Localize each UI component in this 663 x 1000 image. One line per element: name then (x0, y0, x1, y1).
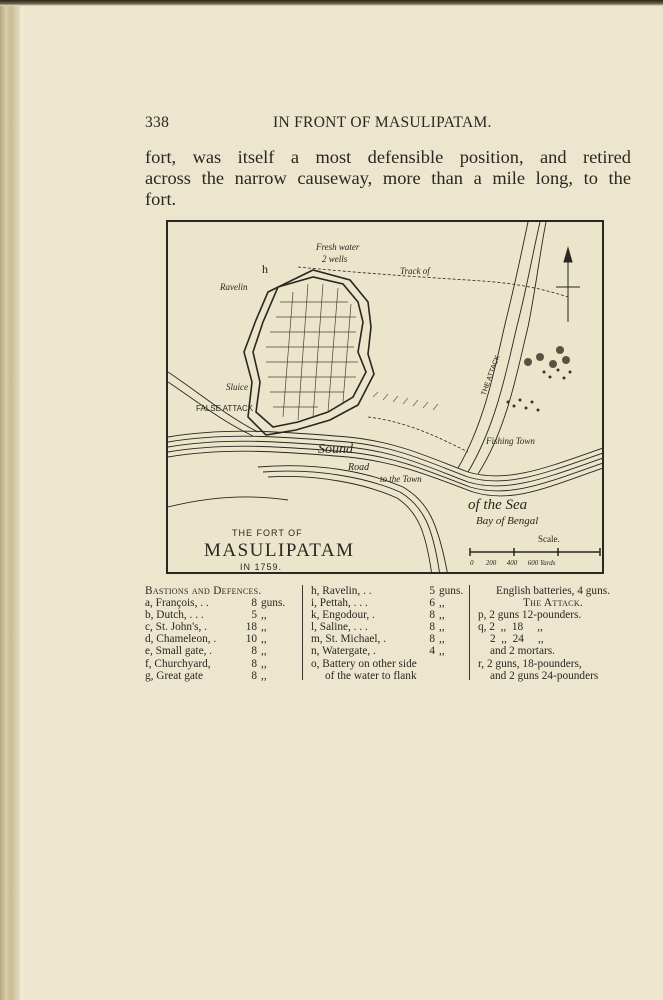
map-label-sluice: Sluice (226, 382, 248, 392)
map-title-year: IN 1759. (240, 562, 283, 572)
map-drawing (168, 222, 604, 574)
legend-row-unit: ,, (439, 645, 445, 658)
legend-line-r: r, 2 guns, 18-pounders, (478, 657, 582, 670)
map-scale-label: Scale. (538, 534, 560, 544)
legend-divider (469, 585, 470, 680)
legend-row-unit: ,, (261, 633, 267, 646)
legend-row-value: 8 (251, 597, 257, 610)
book-spine-edge (0, 0, 20, 1000)
legend-row-unit: ,, (261, 657, 267, 670)
legend-row (145, 645, 293, 657)
body-line: fort. (145, 189, 177, 209)
legend-line-r2: and 2 guns 24-pounders (490, 669, 599, 682)
legend-row-unit: guns. (439, 585, 464, 597)
map-label-wells: 2 wells (322, 254, 348, 264)
legend-row-unit: ,, (439, 633, 445, 646)
legend-line-p: p, 2 guns 12-pounders. (478, 609, 582, 622)
map-title: MASULIPATAM (204, 540, 355, 561)
map-label-fresh-water: Fresh water (316, 242, 360, 252)
legend-row-value: 8 (429, 633, 435, 646)
page-number: 338 (145, 114, 170, 131)
legend-row-value: 6 (429, 597, 435, 610)
body-line: fort, was itself a most defensible position, and retired (145, 147, 631, 167)
legend-row-value: 4 (429, 645, 435, 658)
legend-attack-heading: The Attack. (522, 597, 584, 610)
legend-row-unit: ,, (439, 621, 445, 634)
map-scale-ticks: 0 200 400 600 Yards (470, 559, 556, 567)
map-label-sound: Sound (318, 442, 353, 457)
legend-row (311, 609, 461, 621)
legend-row-unit: ,, (261, 669, 267, 682)
legend-row (145, 621, 293, 633)
legend-row-name: m, St. Michael, . (311, 633, 386, 646)
legend-row (145, 670, 293, 682)
legend-row-name: e, Small gate, . (145, 645, 213, 658)
legend-row (311, 645, 461, 657)
legend-row-unit: ,, (439, 609, 445, 622)
legend-row (311, 633, 461, 645)
map-label-fishing-town: Fishing Town (486, 436, 535, 446)
body-line: across the narrow causeway, more than a mile long, to the (145, 168, 631, 188)
legend-english-batteries: English batteries, 4 guns. (496, 585, 610, 597)
running-head: IN FRONT OF MASULIPATAM. (273, 114, 492, 131)
legend-row-name: g, Great gate (145, 669, 204, 682)
legend-row (145, 597, 293, 609)
legend-row-name: a, François, . . (145, 597, 209, 610)
map-label-track: Track of (400, 266, 430, 276)
legend-row-name: f, Churchyard, (145, 657, 211, 670)
legend-row-name: i, Pettah, . . . (311, 597, 368, 610)
legend-row-value: 8 (251, 669, 257, 682)
top-shadow (0, 0, 663, 6)
legend-defences (311, 585, 464, 682)
legend-row-unit: ,, (261, 621, 267, 634)
legend-row-name: d, Chameleon, . (145, 633, 217, 646)
map-label-sea: of the Sea (468, 497, 528, 513)
legend-row (145, 609, 293, 621)
legend-row-name: n, Watergate, . (311, 645, 376, 658)
legend-row-value: 8 (429, 621, 435, 634)
legend-bastions (145, 585, 293, 682)
legend-line-o-cont: of the water to flank (325, 669, 417, 682)
legend-row-unit: ,, (439, 597, 445, 610)
legend-line-o: o, Battery on other side (311, 657, 417, 670)
legend-row (145, 658, 293, 670)
map-label-false-attack: FALSE ATTACK (196, 404, 254, 413)
legend-row-name: c, St. John's, . (145, 621, 207, 634)
legend-divider (302, 585, 303, 680)
legend-row-value: 8 (251, 645, 257, 658)
legend-row (311, 621, 461, 633)
legend-row-name: l, Saline, . . . (311, 621, 368, 634)
legend-row-unit: guns. (261, 597, 286, 610)
legend-row (145, 633, 293, 645)
legend-line-mortars: and 2 mortars. (490, 645, 555, 658)
legend-row-value: 10 (245, 633, 257, 646)
fort-map (166, 220, 604, 574)
legend-row-name: h, Ravelin, . . (311, 585, 372, 597)
legend-row (311, 597, 461, 609)
legend-row-value: 5 (429, 585, 435, 597)
legend-line-q: q, 2 ,, 18 ,, (478, 621, 543, 634)
map-label-bay: Bay of Bengal (476, 515, 539, 527)
map-label-h: h (262, 262, 268, 276)
map-label-ravelin: Ravelin (220, 282, 248, 292)
legend-row (311, 585, 464, 597)
map-label-road: Road (348, 462, 370, 473)
legend-row-value: 8 (251, 657, 257, 670)
legend-heading: Bastions and Defences. (145, 585, 262, 597)
legend-row-value: 8 (429, 609, 435, 622)
legend-row-unit: ,, (261, 645, 267, 658)
legend-row-value: 5 (251, 609, 257, 622)
map-label-to-town: to the Town (380, 474, 422, 484)
legend-row-name: b, Dutch, . . . (145, 609, 204, 622)
legend-row-unit: ,, (261, 609, 267, 622)
body-paragraph (145, 147, 631, 210)
page-margin-strip (20, 0, 24, 1000)
map-title-line1: THE FORT OF (232, 528, 303, 538)
legend-attack (478, 585, 628, 682)
legend-line-q2: 2 ,, 24 ,, (490, 633, 544, 646)
legend-row-value: 18 (245, 621, 257, 634)
legend-row-name: k, Engodour, . (311, 609, 375, 622)
map-label-the-attack: THE ATTACK (480, 354, 502, 397)
